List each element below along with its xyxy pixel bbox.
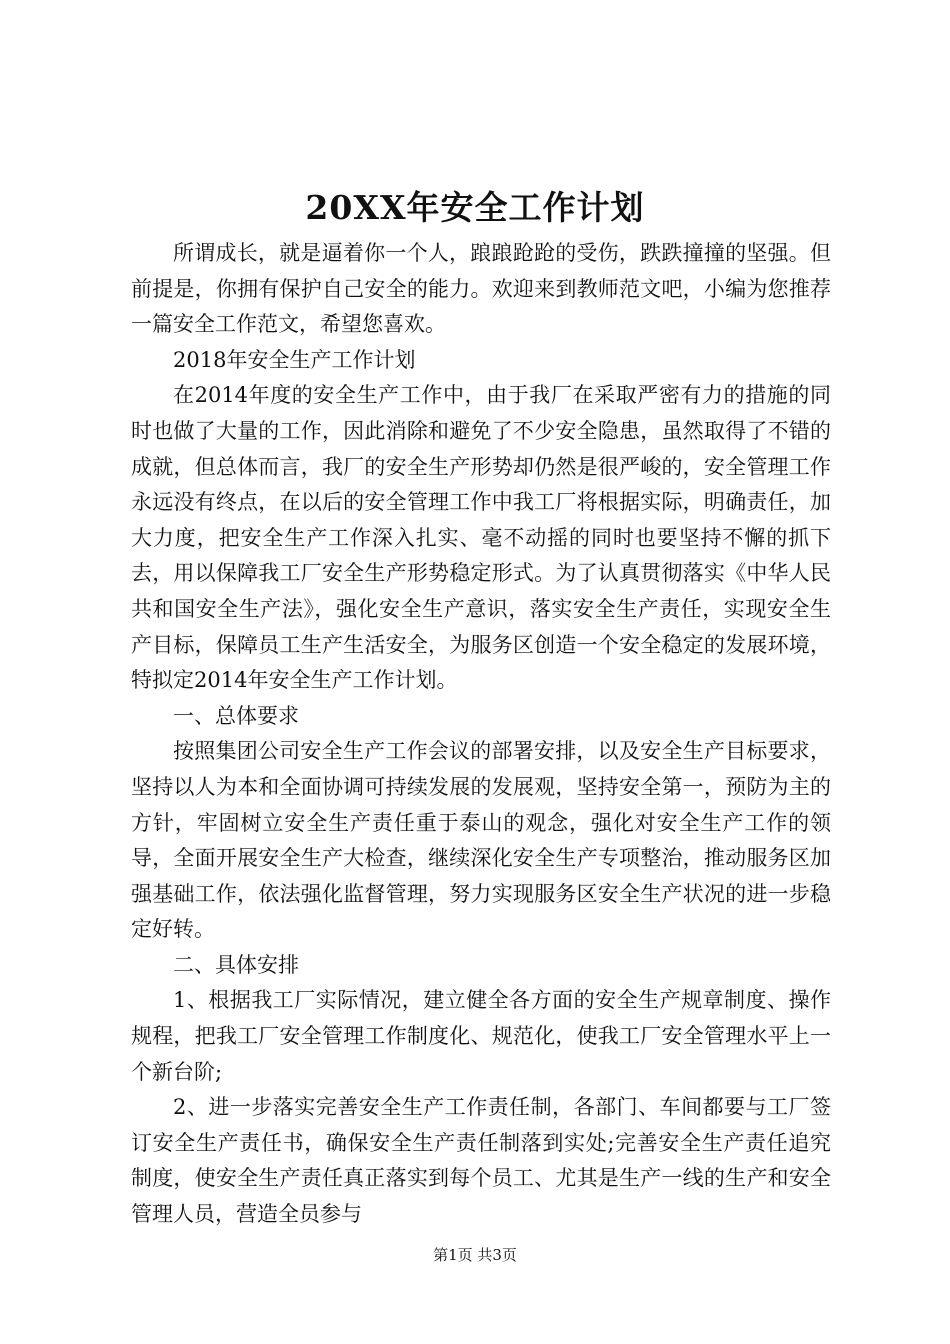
paragraph-item-2: 2、进一步落实完善安全生产工作责任制，各部门、车间都要与工厂签订安全生产责任书，确保安全生产责任制落到实处;完善安全生产责任追究制度，使安全生产责任真正落实到每个员工、尤其是生产一线的生产和安全管理人员，营造全员参与: [131, 1095, 831, 1227]
section-heading-specific-arrangements: 二、具体安排: [173, 952, 299, 977]
paragraph-general-requirements: 按照集团公司安全生产工作会议的部署安排，以及安全生产目标要求，坚持以人为本和全面协调可持续发展的发展观，坚持安全第一，预防为主的方针，牢固树立安全生产责任重于泰山的观念，强化对安全生产工作的领导，全面开展安全生产大检查，继续深化安全生产专项整治，推动服务区加强基础工作，依法强化监督管理，努力实现服务区安全生产状况的进一步稳定好转。: [131, 739, 831, 942]
page-number-footer: 第1页 共3页: [433, 1246, 517, 1264]
paragraph-intro: 所谓成长，就是逼着你一个人，踉踉跄跄的受伤，跌跌撞撞的坚强。但前提是，你拥有保护自己安全的能力。欢迎来到教师范文吧，小编为您推荐一篇安全工作范文，希望您喜欢。: [131, 241, 831, 337]
paragraph-background: 在2014年度的安全生产工作中，由于我厂在采取严密有力的措施的同时也做了大量的工作，因此消除和避免了不少安全隐患，虽然取得了不错的成就，但总体而言，我厂的安全生产形势却仍然是很严峻的，安全管理工作永远没有终点，在以后的安全管理工作中我工厂将根据实际，明确责任，加大力度，把安全生产工作深入扎实、毫不动摇的同时也要坚持不懈的抓下去，用以保障我工厂安全生产形势稳定形式。为了认真贯彻落实《中华人民共和国安全生产法》，强化安全生产意识，落实安全生产责任，实现安全生产目标，保障员工生产生活安全，为服务区创造一个安全稳定的发展环境，特拟定2014年安全生产工作计划。: [131, 383, 831, 693]
paragraph-item-1: 1、根据我工厂实际情况，建立健全各方面的安全生产规章制度、操作规程，把我工厂安全管理工作制度化、规范化，使我工厂安全管理水平上一个新台阶;: [131, 988, 831, 1084]
section-heading-general-requirements: 一、总体要求: [173, 703, 299, 728]
document-body: [131, 236, 831, 1233]
paragraph-plan-heading: 2018年安全生产工作计划: [173, 347, 416, 372]
document-title: 20XX年安全工作计划: [305, 188, 645, 227]
